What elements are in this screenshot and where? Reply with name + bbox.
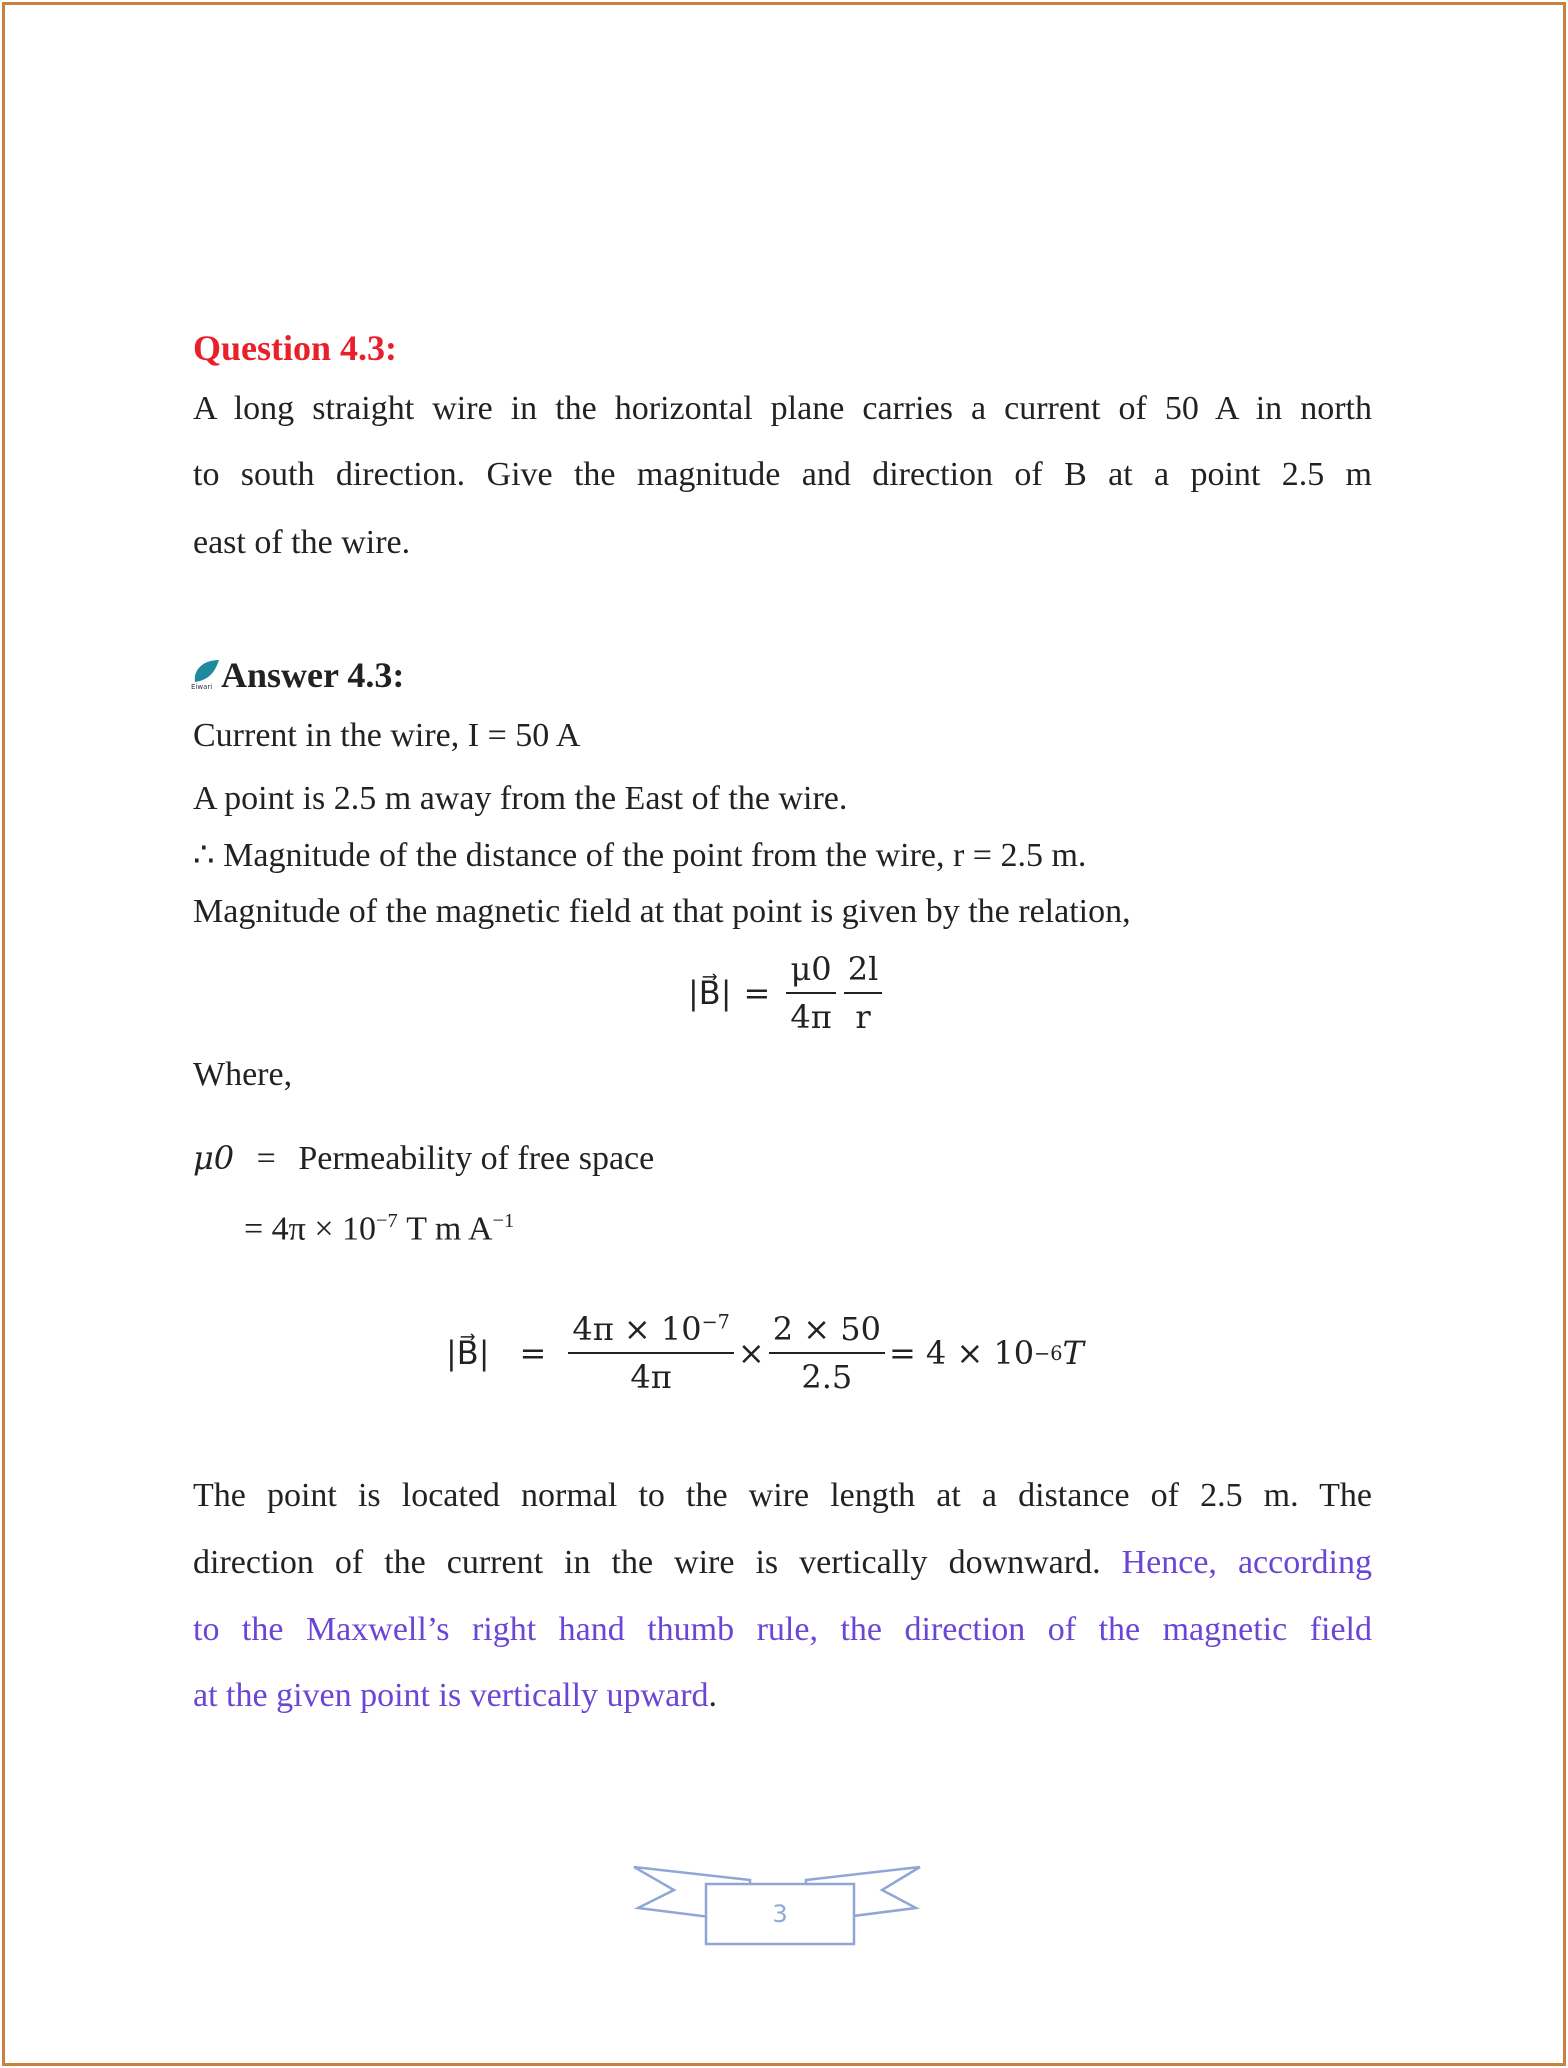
frac-num-exp: −7	[701, 1310, 730, 1334]
conclusion-line	[193, 1679, 717, 1713]
logo-text: Eiwari	[191, 683, 213, 690]
formula-lhs: |B⃗|	[446, 1334, 490, 1372]
mu-description: Permeability of free space	[298, 1140, 655, 1177]
page-number: 3	[772, 1900, 788, 1928]
conclusion-period: .	[708, 1677, 718, 1714]
frac-den: 2.5	[801, 1358, 853, 1396]
conclusion-highlight: Hence, according	[1100, 1544, 1372, 1581]
formula-lhs: |B⃗|	[688, 974, 732, 1012]
mu-unit: T m A	[397, 1210, 493, 1248]
where-label: Where,	[193, 1056, 293, 1093]
frac-num: 4π × 10	[572, 1310, 702, 1348]
mu-value	[244, 1204, 514, 1246]
answer-line: A point is 2.5 m away from the East of the wire.	[193, 780, 848, 817]
page-number-ribbon	[630, 1862, 930, 1952]
formula-eq: =	[519, 1334, 547, 1372]
mu-value-text: = 4π × 10	[244, 1210, 377, 1248]
frac-den: 4π	[630, 1358, 672, 1396]
frac-den: r	[855, 998, 871, 1036]
conclusion-line: The point is located normal to the wire length at a distance of 2.5 m. The	[193, 1477, 1372, 1514]
question-line: A long straight wire in the horizontal plane carries a current of 50 A in north	[193, 390, 1372, 427]
answer-line: Magnitude of the magnetic field at that point is given by the relation,	[193, 893, 1131, 930]
formula-magnetic-field	[688, 950, 886, 1036]
result-exp: −6	[1034, 1341, 1063, 1365]
mu-eq: =	[256, 1140, 276, 1177]
mu-exponent: −7	[376, 1210, 398, 1232]
frac-num: 2 × 50	[769, 1310, 885, 1354]
frac-num: 2l	[844, 950, 883, 994]
frac-num: μ0	[786, 950, 835, 994]
mu-unit-exponent: −1	[492, 1210, 515, 1232]
conclusion-highlight: at the given point is vertically upward	[193, 1677, 709, 1714]
frac-den: 4π	[790, 998, 832, 1036]
question-title: Question 4.3:	[193, 328, 398, 368]
result-unit: T	[1062, 1334, 1084, 1372]
formula-result: = 4 × 10	[888, 1334, 1035, 1372]
answer-logo-icon	[191, 658, 221, 690]
formula-calculation	[446, 1310, 1084, 1396]
conclusion-text: direction of the current in the wire is vertically downward.	[193, 1544, 1101, 1581]
answer-line: ∴ Magnitude of the distance of the point from the wire, r = 2.5 m.	[193, 837, 1087, 874]
question-line: east of the wire.	[193, 524, 411, 561]
answer-line: Current in the wire, I = 50 A	[193, 717, 581, 754]
conclusion-line: to the Maxwell’s right hand thumb rule, the direction of the magnetic field	[193, 1611, 1372, 1648]
question-line: to south direction. Give the magnitude and direction of B at a point 2.5 m	[193, 456, 1372, 493]
times-sign: ×	[737, 1334, 765, 1372]
formula-eq: =	[743, 974, 771, 1012]
conclusion-line	[193, 1544, 1372, 1582]
mu-definition	[193, 1141, 654, 1176]
mu-symbol: μ0	[193, 1139, 235, 1177]
answer-title: Answer 4.3:	[221, 655, 405, 695]
